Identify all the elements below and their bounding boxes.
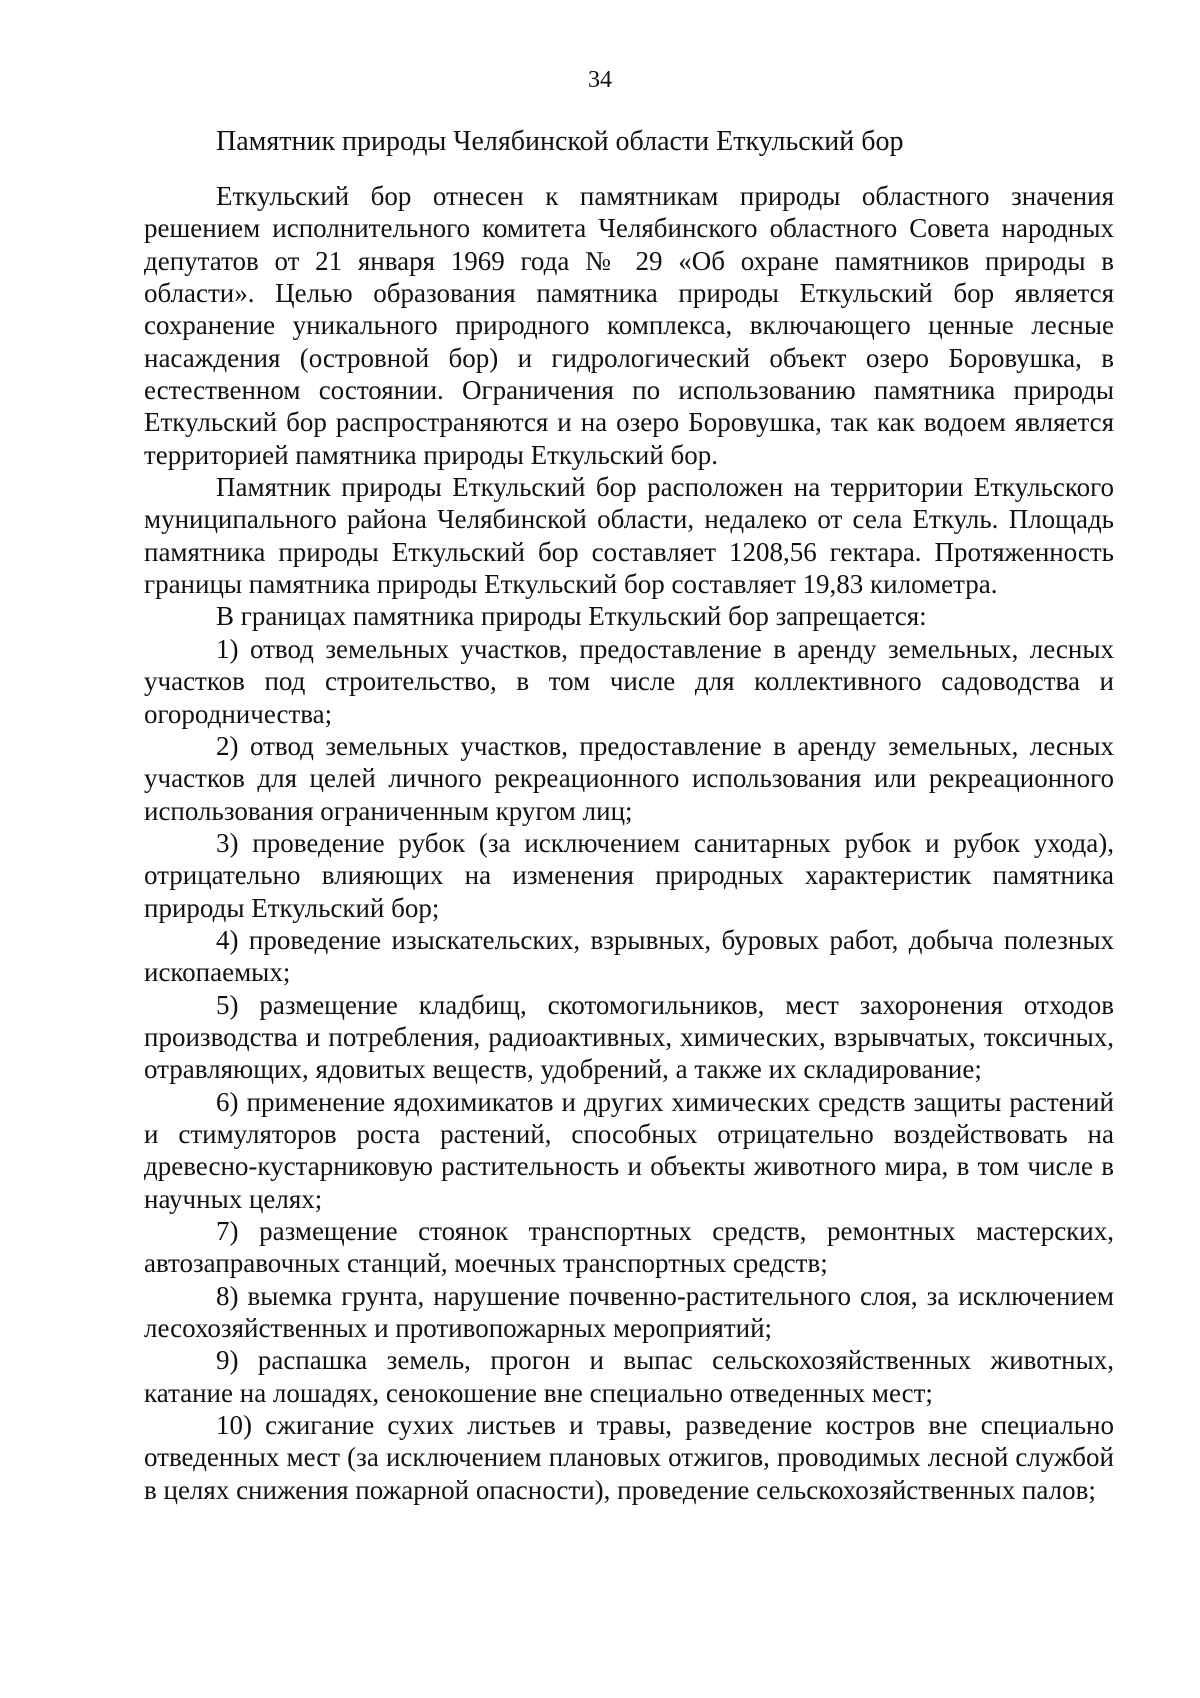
list-item-7: 7) размещение стоянок транспортных средств, ремонтных мастерских, автозаправочных станций, моечных транспортных средств;: [144, 1216, 1114, 1279]
list-item-5: 5) размещение кладбищ, скотомогильников, мест захоронения отходов производства и потребления, радиоактивных, химических, взрывчатых, токсичных, отравляющих, ядовитых веществ, удобрений, а также их складирование;: [144, 989, 1114, 1085]
list-item-1: 1) отвод земельных участков, предоставление в аренду земельных, лесных участков под строительство, в том числе для коллективного садоводства и огородничества;: [144, 633, 1114, 729]
list-item-6: 6) применение ядохимикатов и других химических средств защиты растений и стимуляторов роста растений, способных отрицательно воздействовать на древесно-кустарниковую растительность и объекты животного мира, в том числе в научных целях;: [144, 1086, 1114, 1214]
paragraph-intro: Еткульский бор отнесен к памятникам природы областного значения решением исполнительного комитета Челябинского областного Совета народных депутатов от 21 января 1969 года № 29 «Об охране памятников природы в области». Целью образования памятника природы Еткульский бор является сохранение уникального природного комплекса, включающего ценные лесные насаждения (островной бор) и гидрологический объект озеро Боровушка, в естественном состоянии. Ограничения по использованию памятника природы Еткульский бор распространяются и на озеро Боровушка, так как водоем является территорией памятника природы Еткульский бор.: [144, 181, 1114, 470]
paragraph-prohibitions-heading: В границах памятника природы Еткульский бор запрещается:: [216, 601, 927, 632]
list-item-9: 9) распашка земель, прогон и выпас сельскохозяйственных животных, катание на лошадях, сенокошение вне специально отведенных мест;: [144, 1345, 1114, 1408]
list-item-2: 2) отвод земельных участков, предоставление в аренду земельных, лесных участков для целей личного рекреационного использования или рекреационного использования ограниченным кругом лиц;: [144, 730, 1114, 826]
document-title: Памятник природы Челябинской области Еткульский бор: [216, 126, 904, 157]
page-number: 34: [588, 67, 612, 93]
list-item-10: 10) сжигание сухих листьев и травы, разведение костров вне специально отведенных мест (за исключением плановых отжигов, проводимых лесной службой в целях снижения пожарной опасности), проведение сельскохозяйственных палов;: [144, 1410, 1114, 1505]
list-item-4: 4) проведение изыскательских, взрывных, буровых работ, добыча полезных ископаемых;: [144, 924, 1114, 988]
document-body: [144, 180, 1114, 1506]
list-item-3: 3) проведение рубок (за исключением санитарных рубок и рубок ухода), отрицательно влияющих на изменения природных характеристик памятника природы Еткульский бор;: [144, 827, 1114, 923]
list-item-8: 8) выемка грунта, нарушение почвенно-растительного слоя, за исключением лесохозяйственных и противопожарных мероприятий;: [144, 1280, 1114, 1344]
paragraph-location: Памятник природы Еткульский бор расположен на территории Еткульского муниципального района Челябинской области, недалеко от села Еткуль. Площадь памятника природы Еткульский бор составляет 1208,56 гектара. Протяженность границы памятника природы Еткульский бор составляет 19,83 километра.: [144, 472, 1114, 600]
